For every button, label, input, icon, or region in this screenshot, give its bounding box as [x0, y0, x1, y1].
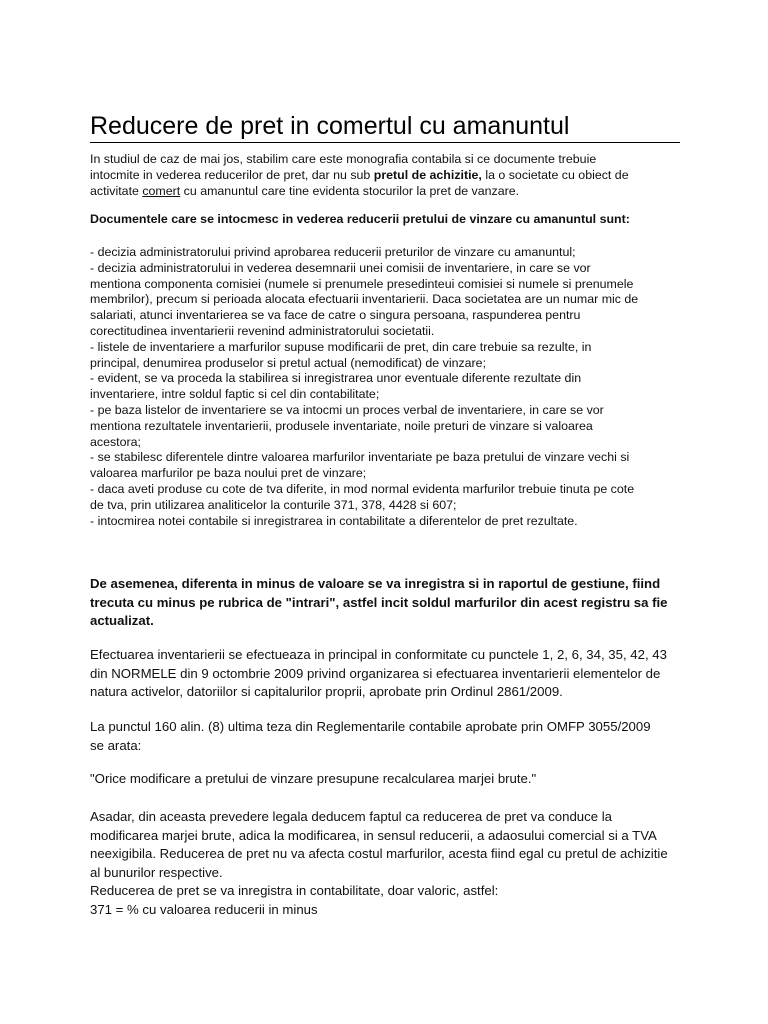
list-line: salariati, atunci inventarierea se va face de catre o singura persoana, raspunderea pentru [90, 308, 581, 323]
list-line: - daca aveti produse cu cote de tva diferite, in mod normal evidenta marfurilor trebuie tinuta pe cote [90, 481, 635, 496]
list-line: mentiona componenta comisiei (numele si prenumele presedinteui comisiei si numele si prenumele [90, 276, 634, 291]
documents-list [90, 245, 690, 529]
gestiune-paragraph [90, 575, 690, 631]
asadar-line: Reducerea de pret se va inregistra in contabilitate, doar valoric, astfel: [90, 883, 499, 898]
list-line: valoarea marfurilor pe baza noului pret de vinzare; [90, 466, 367, 481]
inventariere-line: din NORMELE din 9 octombrie 2009 privind organizarea si efectuarea inventarierii elementelor de [90, 665, 661, 681]
intro-text: intocmite in vederea reducerilor de pret, dar nu sub [90, 167, 374, 182]
gestiune-line: actualizat. [90, 613, 154, 628]
comert-link[interactable]: comert [142, 183, 181, 198]
list-line: - listele de inventariere a marfurilor supuse modificarii de pret, din care trebuie sa rezulte, in [90, 339, 592, 354]
gestiune-line: trecuta cu minus pe rubrica de "intrari", astfel incit soldul marfurilor din acest registru sa fie [90, 594, 668, 610]
list-line: principal, denumirea produselor si pretul actual (nemodificat) de vinzare; [90, 355, 487, 370]
punct-line: se arata: [90, 737, 142, 753]
intro-text: cu amanuntul care tine evidenta stocurilor la pret de vanzare. [180, 183, 520, 198]
quote-paragraph: "Orice modificare a pretului de vinzare presupune recalcularea marjei brute." [90, 771, 537, 786]
intro-line-2 [90, 168, 690, 184]
inventariere-line: natura activelor, datoriilor si capitalurilor proprii, aprobate prin Ordinul 2861/2009. [90, 684, 563, 699]
inventariere-line: Efectuarea inventarierii se efectueaza in principal in conformitate cu punctele 1, 2, 6, 34, 35, 42, 43 [90, 647, 667, 662]
intro-text: la o societate cu obiect de [481, 167, 629, 182]
asadar-line: Asadar, din aceasta prevedere legala deducem faptul ca reducerea de pret va conduce la [90, 809, 612, 824]
gestiune-line: De asemenea, diferenta in minus de valoare se va inregistra si in raportul de gestiune, fiind [90, 576, 661, 591]
punct-160-paragraph [90, 718, 690, 755]
intro-line-3 [90, 184, 690, 200]
list-line: membrilor), precum si perioada alocata efectuarii inventarierii. Daca societatea are un numar mic de [90, 292, 639, 307]
asadar-line: 371 = % cu valoarea reducerii in minus [90, 901, 318, 917]
list-line: de tva, prin utilizarea analiticelor la conturile 371, 378, 4428 si 607; [90, 497, 457, 512]
asadar-line: al bunurilor respective. [90, 864, 223, 880]
asadar-line: neexigibila. Reducerea de pret nu va afecta costul marfurilor, acesta fiind egal cu pretul de achizitie [90, 846, 668, 861]
list-line: - intocmirea notei contabile si inregistrarea in contabilitate a diferentelor de pret rezultate. [90, 513, 578, 528]
list-line: - decizia administratorului in vederea desemnarii unei comisii de inventariere, in care se vor [90, 260, 591, 275]
list-line: inventariere, intre soldul faptic si cel din contabilitate; [90, 387, 380, 402]
list-line: - se stabilesc diferentele dintre valoarea marfurilor inventariate pe baza pretului de vinzare vechi si [90, 450, 630, 465]
intro-bold-phrase: pretul de achizitie, [373, 167, 482, 182]
inventariere-paragraph [90, 646, 690, 702]
intro-line-1: In studiul de caz de mai jos, stabilim care este monografia contabila si ce documente trebuie [90, 152, 597, 166]
list-line: - decizia administratorului privind aprobarea reducerii preturilor de vinzare cu amanuntul; [90, 245, 576, 259]
asadar-line: modificarea marjei brute, adica la modificarea, in sensul reducerii, a adaosului comercial si a TVA [90, 827, 657, 843]
list-line: acestora; [90, 434, 141, 449]
list-line: corectitudinea inventarierii revenind administratorului societatii. [90, 323, 435, 338]
punct-line: La punctul 160 alin. (8) ultima teza din Reglementarile contabile aprobate prin OMFP 3055/2009 [90, 719, 651, 734]
page-title: Reducere de pret in comertul cu amanuntul [90, 110, 680, 143]
list-line: mentiona rezultatele inventarierii, produsele inventariate, noile preturi de vinzare si valoarea [90, 418, 593, 433]
documents-heading: Documentele care se intocmesc in vederea reducerii pretului de vinzare cu amanuntul sunt: [90, 212, 630, 226]
intro-text: activitate [90, 183, 143, 198]
asadar-paragraph [90, 808, 690, 919]
intro-paragraph [90, 152, 690, 199]
list-line: - pe baza listelor de inventariere se va intocmi un proces verbal de inventariere, in care se vor [90, 402, 604, 417]
list-line: - evident, se va proceda la stabilirea si inregistrarea unor eventuale diferente rezultate din [90, 371, 582, 386]
